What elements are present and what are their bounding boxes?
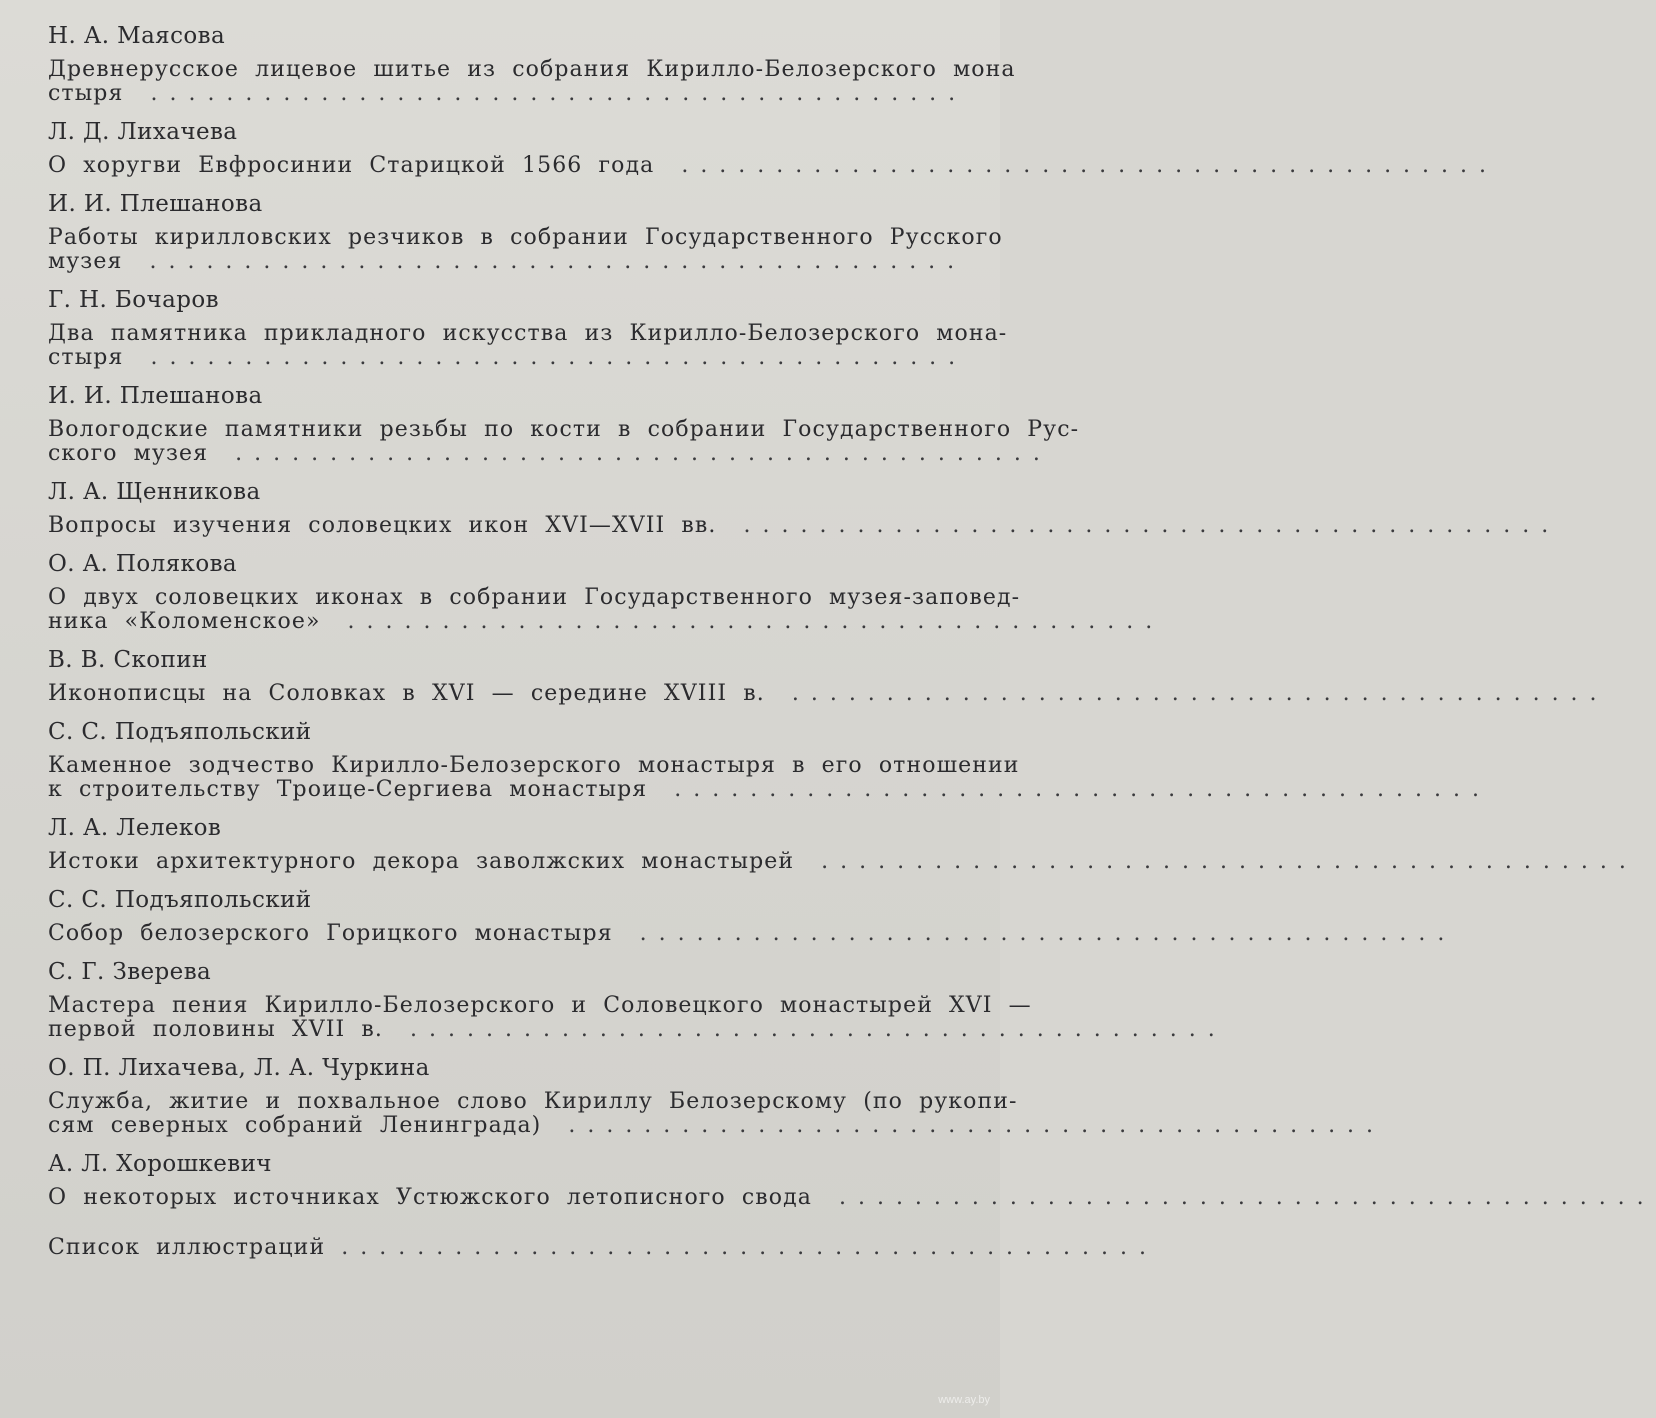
dot-leader: ........................................... <box>383 1017 1227 1042</box>
entry-title-text: музея <box>48 249 123 274</box>
toc-entry <box>48 886 1457 946</box>
entry-author: Л. А. Щенникова <box>48 479 261 505</box>
entry-title-text: Древнерусское лицевое шитье из собрания Кирилло-Белозерского мона <box>48 57 1016 82</box>
entry-author: А. Л. Хорошкевич <box>48 1151 272 1177</box>
entry-author: С. Г. Зверева <box>48 959 212 985</box>
dot-leader: ........................................... <box>647 777 1491 802</box>
dot-leader: ........................................... <box>811 1185 1656 1210</box>
entry-title-text: первой половины XVII в. <box>48 1017 383 1042</box>
dot-leader: ........................................... <box>612 921 1457 946</box>
entry-title-line <box>48 849 1638 874</box>
watermark: www.ay.by <box>938 1394 990 1406</box>
entry-title-text: О хоругви Евфросинии Старицкой 1566 года <box>48 153 655 178</box>
entry-title-line <box>48 57 1016 82</box>
entry-title-text: Вологодские памятники резьбы по кости в собрании Государственного Рус- <box>48 417 1080 442</box>
toc-entry <box>48 478 1561 538</box>
toc-entry <box>48 1054 1386 1138</box>
dot-leader: ........................................... <box>341 1235 1159 1260</box>
toc-entry <box>48 382 1080 466</box>
entry-title-line <box>48 993 1032 1018</box>
entry-title-line <box>48 1113 1386 1138</box>
entry-author: И. И. Плешанова <box>48 191 263 217</box>
entry-author: Л. А. Лелеков <box>48 815 222 841</box>
entry-title-text: Вопросы изучения соловецких икон XVI—XVII вв. <box>48 513 717 538</box>
dot-leader: ........................................... <box>654 153 1499 178</box>
entry-title-text: стыря <box>48 345 124 370</box>
entry-title-text: Собор белозерского Горицкого монастыря <box>48 921 613 946</box>
toc-entry <box>48 814 1638 874</box>
dot-leader: ........................................... <box>123 81 968 106</box>
dot-leader: ........................................... <box>794 849 1638 874</box>
entry-author: О. А. Полякова <box>48 551 238 577</box>
entry-author: Г. Н. Бочаров <box>48 287 219 313</box>
entry-title-text: сям северных собраний Ленинграда) <box>48 1113 542 1138</box>
entry-title-line <box>48 753 1020 778</box>
entry-title-text: Работы кирилловских резчиков в собрании Государственного Русского <box>48 225 1003 250</box>
dot-leader: ........................................... <box>716 513 1561 538</box>
entry-title-text: ника «Коломенское» <box>48 609 321 634</box>
dot-leader: ........................................... <box>764 681 1609 706</box>
entry-title-line <box>48 1185 1656 1210</box>
toc-entry <box>48 718 1491 802</box>
dot-leader: ........................................... <box>541 1113 1386 1138</box>
entry-title-line <box>48 609 1165 634</box>
entry-title-text: О двух соловецких иконах в собрании Государственного музея-заповед- <box>48 585 1021 610</box>
entry-title-line <box>48 82 1008 106</box>
entry-title-line <box>48 681 1609 706</box>
entry-title-line <box>48 441 1052 466</box>
entry-author: С. С. Подъяпольский <box>48 887 312 913</box>
entry-title-text: ского музея <box>48 441 209 466</box>
toc-entry <box>48 118 1499 178</box>
toc-entry <box>48 958 1227 1042</box>
entry-title-line <box>48 417 1080 442</box>
entry-title-line <box>48 1017 1227 1042</box>
entry-author: Л. Д. Лихачева <box>48 119 238 145</box>
illustrations-list-line <box>48 1235 1159 1260</box>
entry-title-line <box>48 513 1561 538</box>
entry-title-text: Мастера пения Кирилло-Белозерского и Соловецкого монастырей XVI — <box>48 993 1032 1018</box>
entry-title-line <box>48 226 1008 250</box>
table-of-contents <box>48 22 1656 1260</box>
dot-leader: ........................................... <box>123 345 968 370</box>
entry-title-line <box>48 585 1021 610</box>
entry-title-text: Иконописцы на Соловках в XVI — середине XVIII в. <box>48 681 765 706</box>
entry-title-line <box>48 346 1008 370</box>
entry-title-text: Истоки архитектурного декора заволжских монастырей <box>48 849 795 874</box>
entry-title-text: О некоторых источниках Устюжского летописного свода <box>48 1185 812 1210</box>
dot-leader: ........................................... <box>122 249 967 274</box>
entry-title-text: Каменное зодчество Кирилло-Белозерского монастыря в его отношении <box>48 753 1020 778</box>
toc-entry <box>48 646 1609 706</box>
illustrations-list-title: Список иллюстраций <box>48 1235 326 1260</box>
entry-author: С. С. Подъяпольский <box>48 719 312 745</box>
entry-title-text: Два памятника прикладного искусства из Кирилло-Белозерского мона- <box>48 321 1008 346</box>
entry-title-line <box>48 322 1008 346</box>
toc-entry <box>48 190 1008 274</box>
dot-leader: ........................................... <box>208 441 1052 466</box>
entry-author: И. И. Плешанова <box>48 383 263 409</box>
toc-entry <box>48 1150 1656 1210</box>
entry-author: О. П. Лихачева, Л. А. Чуркина <box>48 1055 430 1081</box>
entry-title-line <box>48 777 1491 802</box>
entry-title-text: стыря <box>48 81 124 106</box>
entry-author: В. В. Скопин <box>48 647 208 673</box>
toc-entry <box>48 286 1008 370</box>
entry-title-line <box>48 153 1499 178</box>
entry-author: Н. А. Маясова <box>48 23 226 49</box>
entry-title-line <box>48 250 1008 274</box>
entry-title-line <box>48 1089 1018 1114</box>
toc-entry <box>48 550 1165 634</box>
entry-title-text: к строительству Троице-Сергиева монастыря <box>48 777 648 802</box>
toc-entry <box>48 22 1016 106</box>
entry-title-line <box>48 921 1457 946</box>
dot-leader: ........................................... <box>320 609 1165 634</box>
entry-title-text: Служба, житие и похвальное слово Кириллу Белозерскому (по рукопи- <box>48 1089 1018 1114</box>
